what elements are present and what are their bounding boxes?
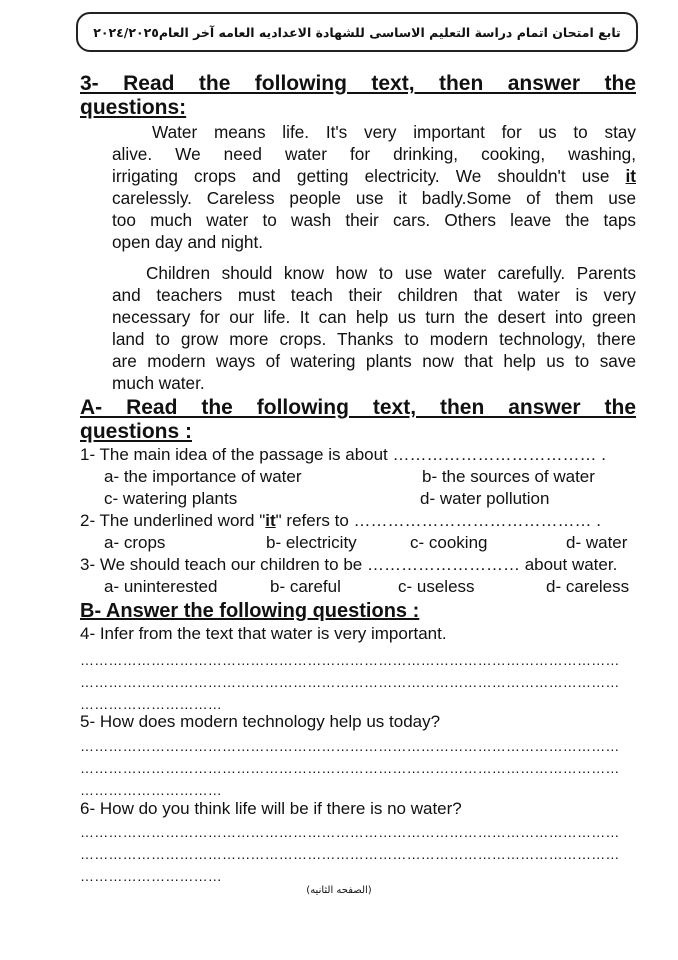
option-d: d- water [566,533,628,552]
partA-heading: A- Read the following text, then answer the [80,396,636,419]
passage-line-text: irrigating crops and getting electricity. We shouldn't use [112,166,626,186]
passage-line: Water means life. It's very important for us to stay [152,122,636,142]
answer-line: …………………………………………………………………………………………………… [80,674,620,690]
answer-line-short: ………………………… [80,782,222,798]
passage-line: are modern ways of watering plants now that help us to save [112,351,636,371]
option-a: a- the importance of water [104,467,302,486]
question-2-options [80,532,636,554]
passage-line: Children should know how to use water carefully. Parents [146,263,636,283]
question-3: 3- We should teach our children to be ……………………… about water. [80,555,618,574]
passage-line: necessary for our life. It can help us turn the desert into green [112,307,636,327]
option-c: c- useless [398,577,475,596]
answer-line: …………………………………………………………………………………………………… [80,846,620,862]
passage-line: carelessly. Careless people use it badly.Some of them use [112,188,636,208]
passage-paragraph-2 [112,262,636,394]
answer-line: …………………………………………………………………………………………………… [80,738,620,754]
option-a: a- uninterested [104,577,218,596]
answer-line: …………………………………………………………………………………………………… [80,652,620,668]
passage-line: open day and night. [112,232,263,252]
passage-line: too much water to wash their cars. Others leave the taps [112,210,636,230]
section3-heading: 3- Read the following text, then answer the [80,72,636,95]
passage-line: land to grow more crops. Thanks to modern technology, there [112,329,636,349]
question-1: 1- The main idea of the passage is about ……………………………… . [80,445,606,464]
answer-line-short: ………………………… [80,868,222,884]
passage-line: and teachers must teach their children that water is very [112,285,636,305]
question-6: 6- How do you think life will be if there is no water? [80,799,462,818]
option-b: b- the sources of water [422,467,595,486]
passage-line: much water. [112,373,205,393]
option-c: c- watering plants [104,489,238,508]
passage-line: alive. We need water for drinking, cooking, washing, [112,144,636,164]
question-1-options-2 [80,488,636,510]
question-2-suffix: " refers to …………………………………… . [275,511,601,530]
exam-header-title: تابع امتحان اتمام دراسة التعليم الاساسى للشهادة الاعداديه العامه آخر العام٢٠٢٤/٢٠٢٥ [93,24,621,40]
option-b: b- careful [270,577,341,596]
question-4: 4- Infer from the text that water is very important. [80,624,447,643]
partB-heading: B- Answer the following questions : [80,600,420,622]
passage-paragraph-1 [112,121,636,253]
question-2-underlined-word: it [265,511,276,530]
partA-heading-cont: questions : [80,420,193,443]
question-1-options [80,466,636,488]
answer-line-short: ………………………… [80,696,222,712]
option-b: b- electricity [266,533,357,552]
option-c: c- cooking [410,533,488,552]
question-5: 5- How does modern technology help us today? [80,712,441,731]
answer-line: …………………………………………………………………………………………………… [80,760,620,776]
option-d: d- water pollution [420,489,550,508]
question-2 [80,510,601,532]
underlined-word: it [625,166,636,186]
section3-heading-cont: questions: [80,96,187,119]
question-2-prefix: 2- The underlined word " [80,511,266,530]
option-d: d- careless [546,577,630,596]
option-a: a- crops [104,533,166,552]
exam-header-box [76,12,638,52]
answer-line: …………………………………………………………………………………………………… [80,824,620,840]
question-3-options [80,576,636,598]
passage-line [112,165,636,187]
page-number-label: (الصفحه الثانيه) [306,885,372,896]
